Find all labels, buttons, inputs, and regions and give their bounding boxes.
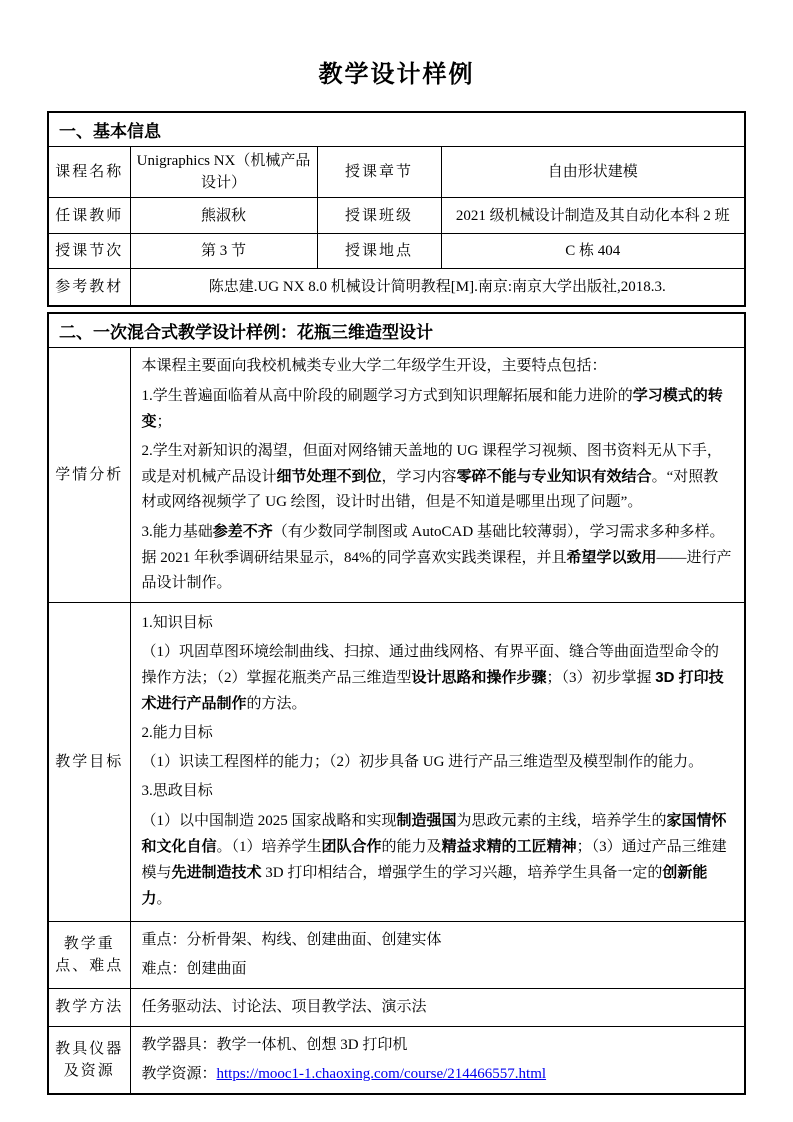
- paragraph: [142, 1062, 734, 1087]
- teacher-label: 任课教师: [48, 198, 130, 234]
- bold-text-run: 先进制造技术: [171, 864, 262, 881]
- text-run: 为思政元素的主线，培养学生的: [456, 813, 667, 829]
- table-row: [48, 921, 745, 988]
- text-run: ——进行产品设计制作。: [141, 549, 732, 591]
- table-row: [48, 147, 745, 198]
- section1-header: 一、基本信息: [48, 112, 745, 147]
- bold-text-run: 细节处理不到位: [276, 467, 382, 485]
- bold-text-run: 零碎不能与专业知识有效结合: [456, 467, 652, 485]
- section1-header-row: [48, 112, 745, 147]
- text-run: ；（3）初步掌握: [546, 670, 656, 686]
- learner-analysis-content: [130, 347, 745, 602]
- course-resource-link[interactable]: https://mooc1-1.chaoxing.com/course/214466557.html: [216, 1065, 547, 1082]
- table-row: [48, 347, 745, 602]
- course-name-label: 课程名称: [48, 147, 130, 198]
- text-run: 2.能力目标: [141, 725, 213, 741]
- text-run: 。: [156, 891, 172, 907]
- equipment-resources-label: 教具仪器及资源: [48, 1026, 130, 1094]
- text-run: 任务驱动法、讨论法、项目教学法、演示法: [141, 998, 427, 1015]
- reference-book-value: 陈忠建.UG NX 8.0 机械设计简明教程[M].南京:南京大学出版社,2018.3.: [130, 269, 745, 306]
- teaching-objectives-label: 教学目标: [48, 602, 130, 921]
- bold-text-run: 3D 打印技术进行产品制作: [141, 669, 724, 712]
- table-row: [48, 602, 745, 921]
- text-run: （1）以中国制造 2025 国家战略和实现: [141, 813, 397, 829]
- page-title: 教学设计样例: [318, 61, 475, 88]
- bold-text-run: 创新能力: [141, 864, 708, 907]
- paragraph: [142, 1033, 734, 1058]
- section2-header: 二、一次混合式教学设计样例：花瓶三维造型设计: [48, 313, 745, 348]
- paragraph: [142, 640, 734, 717]
- paragraph: [142, 995, 734, 1020]
- text-run: 难点：创建曲面: [141, 960, 247, 977]
- paragraph: [142, 808, 734, 912]
- teaching-methods-content: [130, 988, 745, 1026]
- paragraph: [142, 957, 734, 982]
- session-value: 第 3 节: [130, 234, 317, 269]
- text-run: （1）识读工程图样的能力；（2）初步具备 UG 进行产品三维造型及模型制作的能力。: [141, 754, 704, 770]
- text-run: 3.思政目标: [141, 783, 213, 799]
- bold-text-run: 家国情怀和文化自信: [141, 812, 727, 855]
- paragraph: [142, 721, 734, 746]
- learner-analysis-label: 学情分析: [48, 347, 130, 602]
- bold-text-run: 参差不齐: [212, 522, 273, 540]
- text-run: 重点：分析骨架、构线、创建曲面、创建实体: [141, 931, 442, 948]
- text-run: 3D 打印相结合，增强学生的学习兴趣，培养学生具备一定的: [261, 865, 663, 881]
- reference-book-label: 参考教材: [48, 269, 130, 306]
- text-run: 1.知识目标: [141, 615, 213, 631]
- paragraph: [142, 779, 734, 804]
- bold-text-run: 团队合作: [321, 838, 382, 855]
- paragraph: [142, 611, 734, 636]
- table-row: [48, 988, 745, 1026]
- bold-text-run: 精益求精的工匠精神: [441, 838, 577, 855]
- class-value: 2021 级机械设计制造及其自动化本科 2 班: [441, 198, 745, 234]
- teaching-design-table: [47, 312, 746, 1095]
- table-row: [48, 198, 745, 234]
- section2-header-row: [48, 313, 745, 348]
- table-row: [48, 269, 745, 306]
- class-label: 授课班级: [317, 198, 441, 234]
- chapter-label: 授课章节: [317, 147, 441, 198]
- text-run: 教学器具：教学一体机、创想 3D 打印机: [141, 1036, 408, 1053]
- course-name-value: Unigraphics NX（机械产品设计）: [130, 147, 317, 198]
- equipment-resources-content: [130, 1026, 745, 1094]
- paragraph: [142, 383, 734, 435]
- paragraph: [142, 928, 734, 953]
- paragraph: [142, 750, 734, 775]
- paragraph: [142, 354, 734, 379]
- text-run: 2.学生对新知识的渴望，但面对网络铺天盖地的 UG 课程学习视频、图书资料无从下手，或是对机械产品设计: [141, 442, 722, 485]
- paragraph: [142, 439, 734, 515]
- location-label: 授课地点: [317, 234, 441, 269]
- text-run: （1）巩固草图环境绘制曲线、扫掠、通过曲线网格、有界平面、缝合等曲面造型命令的操作方法；（2）掌握花瓶类产品三维造型: [141, 644, 720, 686]
- text-run: 。“对照教材或网络视频学了 UG 绘图，设计时出错，但是不知道是哪里出现了问题”。: [141, 468, 719, 510]
- text-run: 的能力及: [381, 839, 442, 855]
- bold-text-run: 希望学以致用: [566, 548, 657, 566]
- bold-text-run: 制造强国: [396, 812, 457, 829]
- table-row: [48, 234, 745, 269]
- table-row: [48, 1026, 745, 1094]
- teaching-objectives-content: [130, 602, 745, 921]
- basic-info-table: [47, 111, 746, 307]
- chapter-value: 自由形状建模: [441, 147, 745, 198]
- session-label: 授课节次: [48, 234, 130, 269]
- teaching-methods-label: 教学方法: [48, 988, 130, 1026]
- bold-text-run: 设计思路和操作步骤: [411, 669, 547, 686]
- text-run: 本课程主要面向我校机械类专业大学二年级学生开设，主要特点包括：: [141, 357, 607, 374]
- text-run: ，学习内容: [381, 468, 457, 485]
- bold-text-run: 学习模式的转变: [141, 386, 723, 430]
- teacher-value: 熊淑秋: [130, 198, 317, 234]
- text-run: 3.能力基础: [141, 523, 213, 540]
- key-difficult-points-label: 教学重点、难点: [48, 921, 130, 988]
- text-run: ；: [156, 413, 172, 430]
- key-difficult-points-content: [130, 921, 745, 988]
- text-run: （有少数同学制图或 AutoCAD 基础比较薄弱），学习需求多种多样。据 2021 年秋季调研结果显示，84%的同学喜欢实践类课程，并且: [141, 523, 725, 566]
- text-run: 1.学生普遍面临着从高中阶段的刷题学习方式到知识理解拓展和能力进阶的: [141, 387, 633, 404]
- text-run: 教学资源：: [141, 1065, 217, 1082]
- location-value: C 栋 404: [441, 234, 745, 269]
- paragraph: [142, 519, 734, 596]
- text-run: 。（1）培养学生: [216, 839, 322, 855]
- text-run: ；（3）通过产品三维建模与: [141, 839, 727, 881]
- teaching-design-document: [47, 111, 746, 1095]
- text-run: 的方法。: [246, 696, 307, 712]
